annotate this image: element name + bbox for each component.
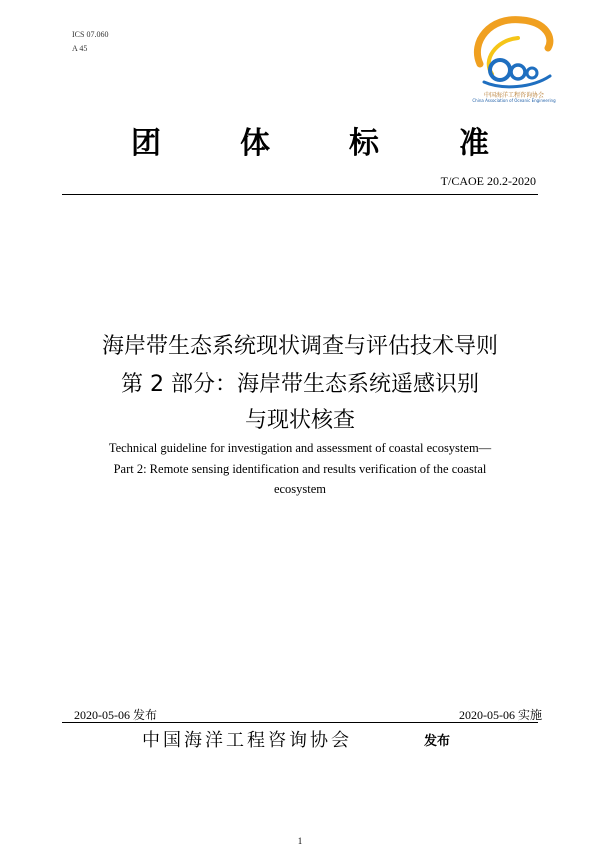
page-number: 1 bbox=[297, 836, 303, 846]
standard-type-char: 团 bbox=[131, 126, 161, 161]
ics-code: ICS 07.060 bbox=[72, 30, 109, 39]
title-cn-line3: 与现状核查 bbox=[244, 408, 355, 433]
standard-type-char: 标 bbox=[349, 126, 379, 161]
title-en-line3: ecosystem bbox=[273, 482, 327, 496]
footer-divider bbox=[62, 722, 538, 723]
release-label: 发布 bbox=[424, 734, 451, 749]
logo-org-name-en: China Association of Oceanic Engineering bbox=[472, 98, 556, 103]
publish-date: 2020-05-06 发布 bbox=[74, 708, 157, 722]
implement-date: 2020-05-06 实施 bbox=[459, 708, 542, 722]
ccs-code: A 45 bbox=[72, 44, 88, 53]
standard-code: T/CAOE 20.2-2020 bbox=[440, 174, 536, 188]
logo-org-name-cn: 中国海洋工程咨询协会 bbox=[483, 92, 544, 99]
title-cn-line2: 第 2 部分：海岸带生态系统遥感识别 bbox=[121, 372, 479, 397]
header-divider bbox=[62, 194, 538, 195]
title-cn-line1: 海岸带生态系统现状调查与评估技术导则 bbox=[101, 334, 498, 359]
title-en-line1: Technical guideline for investigation and assessment of coastal ecosystem— bbox=[108, 441, 492, 455]
standard-type-char: 准 bbox=[459, 126, 489, 161]
title-en-line2: Part 2: Remote sensing identification and results verification of the coastal bbox=[113, 462, 487, 476]
standard-type-char: 体 bbox=[240, 126, 270, 161]
issuing-organization: 中国海洋工程咨询协会 bbox=[142, 730, 352, 751]
standard-type-heading bbox=[0, 118, 600, 162]
